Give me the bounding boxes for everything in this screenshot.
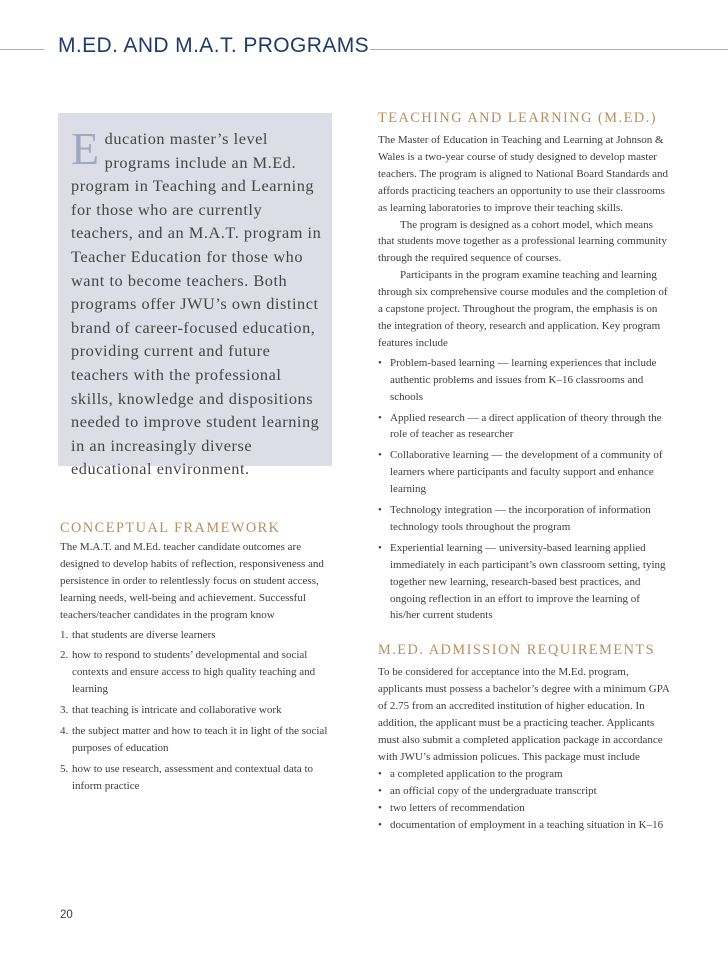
- list-item: [378, 800, 672, 817]
- intro-text: [71, 123, 322, 481]
- list-item-text: how to respond to students’ developmental and social contexts and ensure access to high quality teaching and learning: [72, 649, 316, 696]
- list-item: [60, 723, 335, 757]
- admission-list: [378, 766, 672, 834]
- bullet: •: [378, 784, 382, 797]
- admission-heading: M.ED. ADMISSION REQUIREMENTS: [378, 642, 656, 659]
- bullet: •: [378, 801, 382, 814]
- bullet: •: [378, 449, 382, 462]
- list-number: 3.: [60, 704, 69, 717]
- program-features-list: [378, 355, 672, 625]
- drop-cap: E: [71, 123, 100, 174]
- list-item-text: a completed application to the program: [390, 767, 563, 780]
- right-column: [378, 110, 672, 833]
- list-item: [378, 817, 672, 834]
- list-item-text: two letters of recommendation: [390, 801, 525, 814]
- intro-body: ducation master’s level programs include an M.Ed. program in Teaching and Learning for those who are currently teachers, and an M.A.T. program in Teacher Education for those who want to become teachers. Both programs offer JWU’s own distinct brand of career-focused education, providing current and future teachers with the professional skills, knowledge and dispositions needed to improve student learning in an increasingly diverse educational environment.: [71, 129, 322, 479]
- conceptual-framework-heading: CONCEPTUAL FRAMEWORK: [60, 520, 281, 536]
- list-item-text: documentation of employment in a teaching situation in K–16: [390, 818, 664, 831]
- list-item-text: that students are diverse learners: [72, 628, 216, 641]
- bullet: •: [378, 411, 382, 424]
- list-item: [378, 355, 672, 406]
- list-item-text: an official copy of the undergraduate transcript: [390, 784, 597, 797]
- list-item: [378, 447, 672, 498]
- bullet: •: [378, 504, 382, 517]
- bullet: •: [378, 541, 382, 554]
- list-item: [378, 540, 672, 625]
- list-item: [378, 766, 672, 783]
- bullet: •: [378, 767, 382, 780]
- list-item: [60, 702, 335, 719]
- list-item: [60, 627, 335, 644]
- bullet: •: [378, 356, 382, 369]
- list-item: [378, 502, 672, 536]
- list-item: [378, 783, 672, 800]
- list-number: 5.: [60, 762, 69, 775]
- list-number: 2.: [60, 649, 69, 662]
- list-number: 4.: [60, 725, 69, 738]
- list-number: 1.: [60, 628, 69, 641]
- teaching-learning-paragraph-2: The program is designed as a cohort model, which means that students move together as a professional learning community through the required sequence of courses.: [378, 218, 667, 265]
- bullet: •: [378, 818, 382, 831]
- teaching-learning-heading: TEACHING AND LEARNING (M.ED.): [378, 110, 657, 126]
- list-item-text: the subject matter and how to teach it in light of the social purposes of education: [72, 725, 328, 754]
- list-item-text: Experiential learning — university-based learning applied immediately in each participant’s own classroom setting, tying together new learning, research-based best practices, and ongoing reflection in an effort to improve the learning of his/her current students: [390, 541, 666, 622]
- list-item-text: how to use research, assessment and contextual data to inform practice: [72, 762, 314, 792]
- list-item-text: Applied research — a direct application of theory through the role of teacher as researcher: [390, 411, 662, 441]
- header-rule-left: [0, 49, 44, 50]
- list-item-text: Collaborative learning — the development of a community of learners where participants and faculty support and enhance learning: [390, 449, 663, 496]
- conceptual-framework-section: [60, 520, 335, 795]
- teaching-learning-paragraph-1: The Master of Education in Teaching and Learning at Johnson & Wales is a two-year course of study designed to develop master teachers. The program is aligned to National Board Standards and affords practicing teachers an opportunity to use their classrooms as learning laboratories to improve their teaching skills.: [378, 134, 668, 214]
- list-item-text: that teaching is intricate and collaborative work: [72, 704, 282, 717]
- list-item-text: Problem-based learning — learning experiences that include authentic problems and issues from K–16 classrooms and schools: [390, 356, 657, 403]
- page-title: M.ED. AND M.A.T. PROGRAMS: [58, 34, 370, 57]
- admission-paragraph: To be considered for acceptance into the M.Ed. program, applicants must possess a bachelor’s degree with a minimum GPA of 2.75 from an accredited institution of higher education. In addition, the applicant must be a practicing teacher. Applicants must also submit a completed application package in accordance with JWU’s admission policues. This package must include: [378, 666, 670, 763]
- teaching-learning-paragraph-3: Participants in the program examine teaching and learning through six comprehensive course modules and the completion of a capstone project. Throughout the program, the emphasis is on the integration of theory, research and application. Key program features include: [378, 269, 668, 349]
- list-item-text: Technology integration — the incorporation of information technology tools throughout the program: [390, 504, 651, 533]
- page-number: 20: [60, 909, 73, 921]
- list-item: [60, 647, 335, 698]
- header-rule-right: [370, 49, 728, 50]
- intro-callout: [58, 113, 332, 479]
- list-item: [60, 761, 335, 795]
- conceptual-framework-paragraph: The M.A.T. and M.Ed. teacher candidate outcomes are designed to develop habits of reflection, responsiveness and persistence in order to relentlessly focus on student access, learning needs, well-being and achievement. Successful teachers/teacher candidates in the program know: [60, 541, 324, 621]
- list-item: [378, 410, 672, 444]
- outcomes-list: [60, 627, 335, 795]
